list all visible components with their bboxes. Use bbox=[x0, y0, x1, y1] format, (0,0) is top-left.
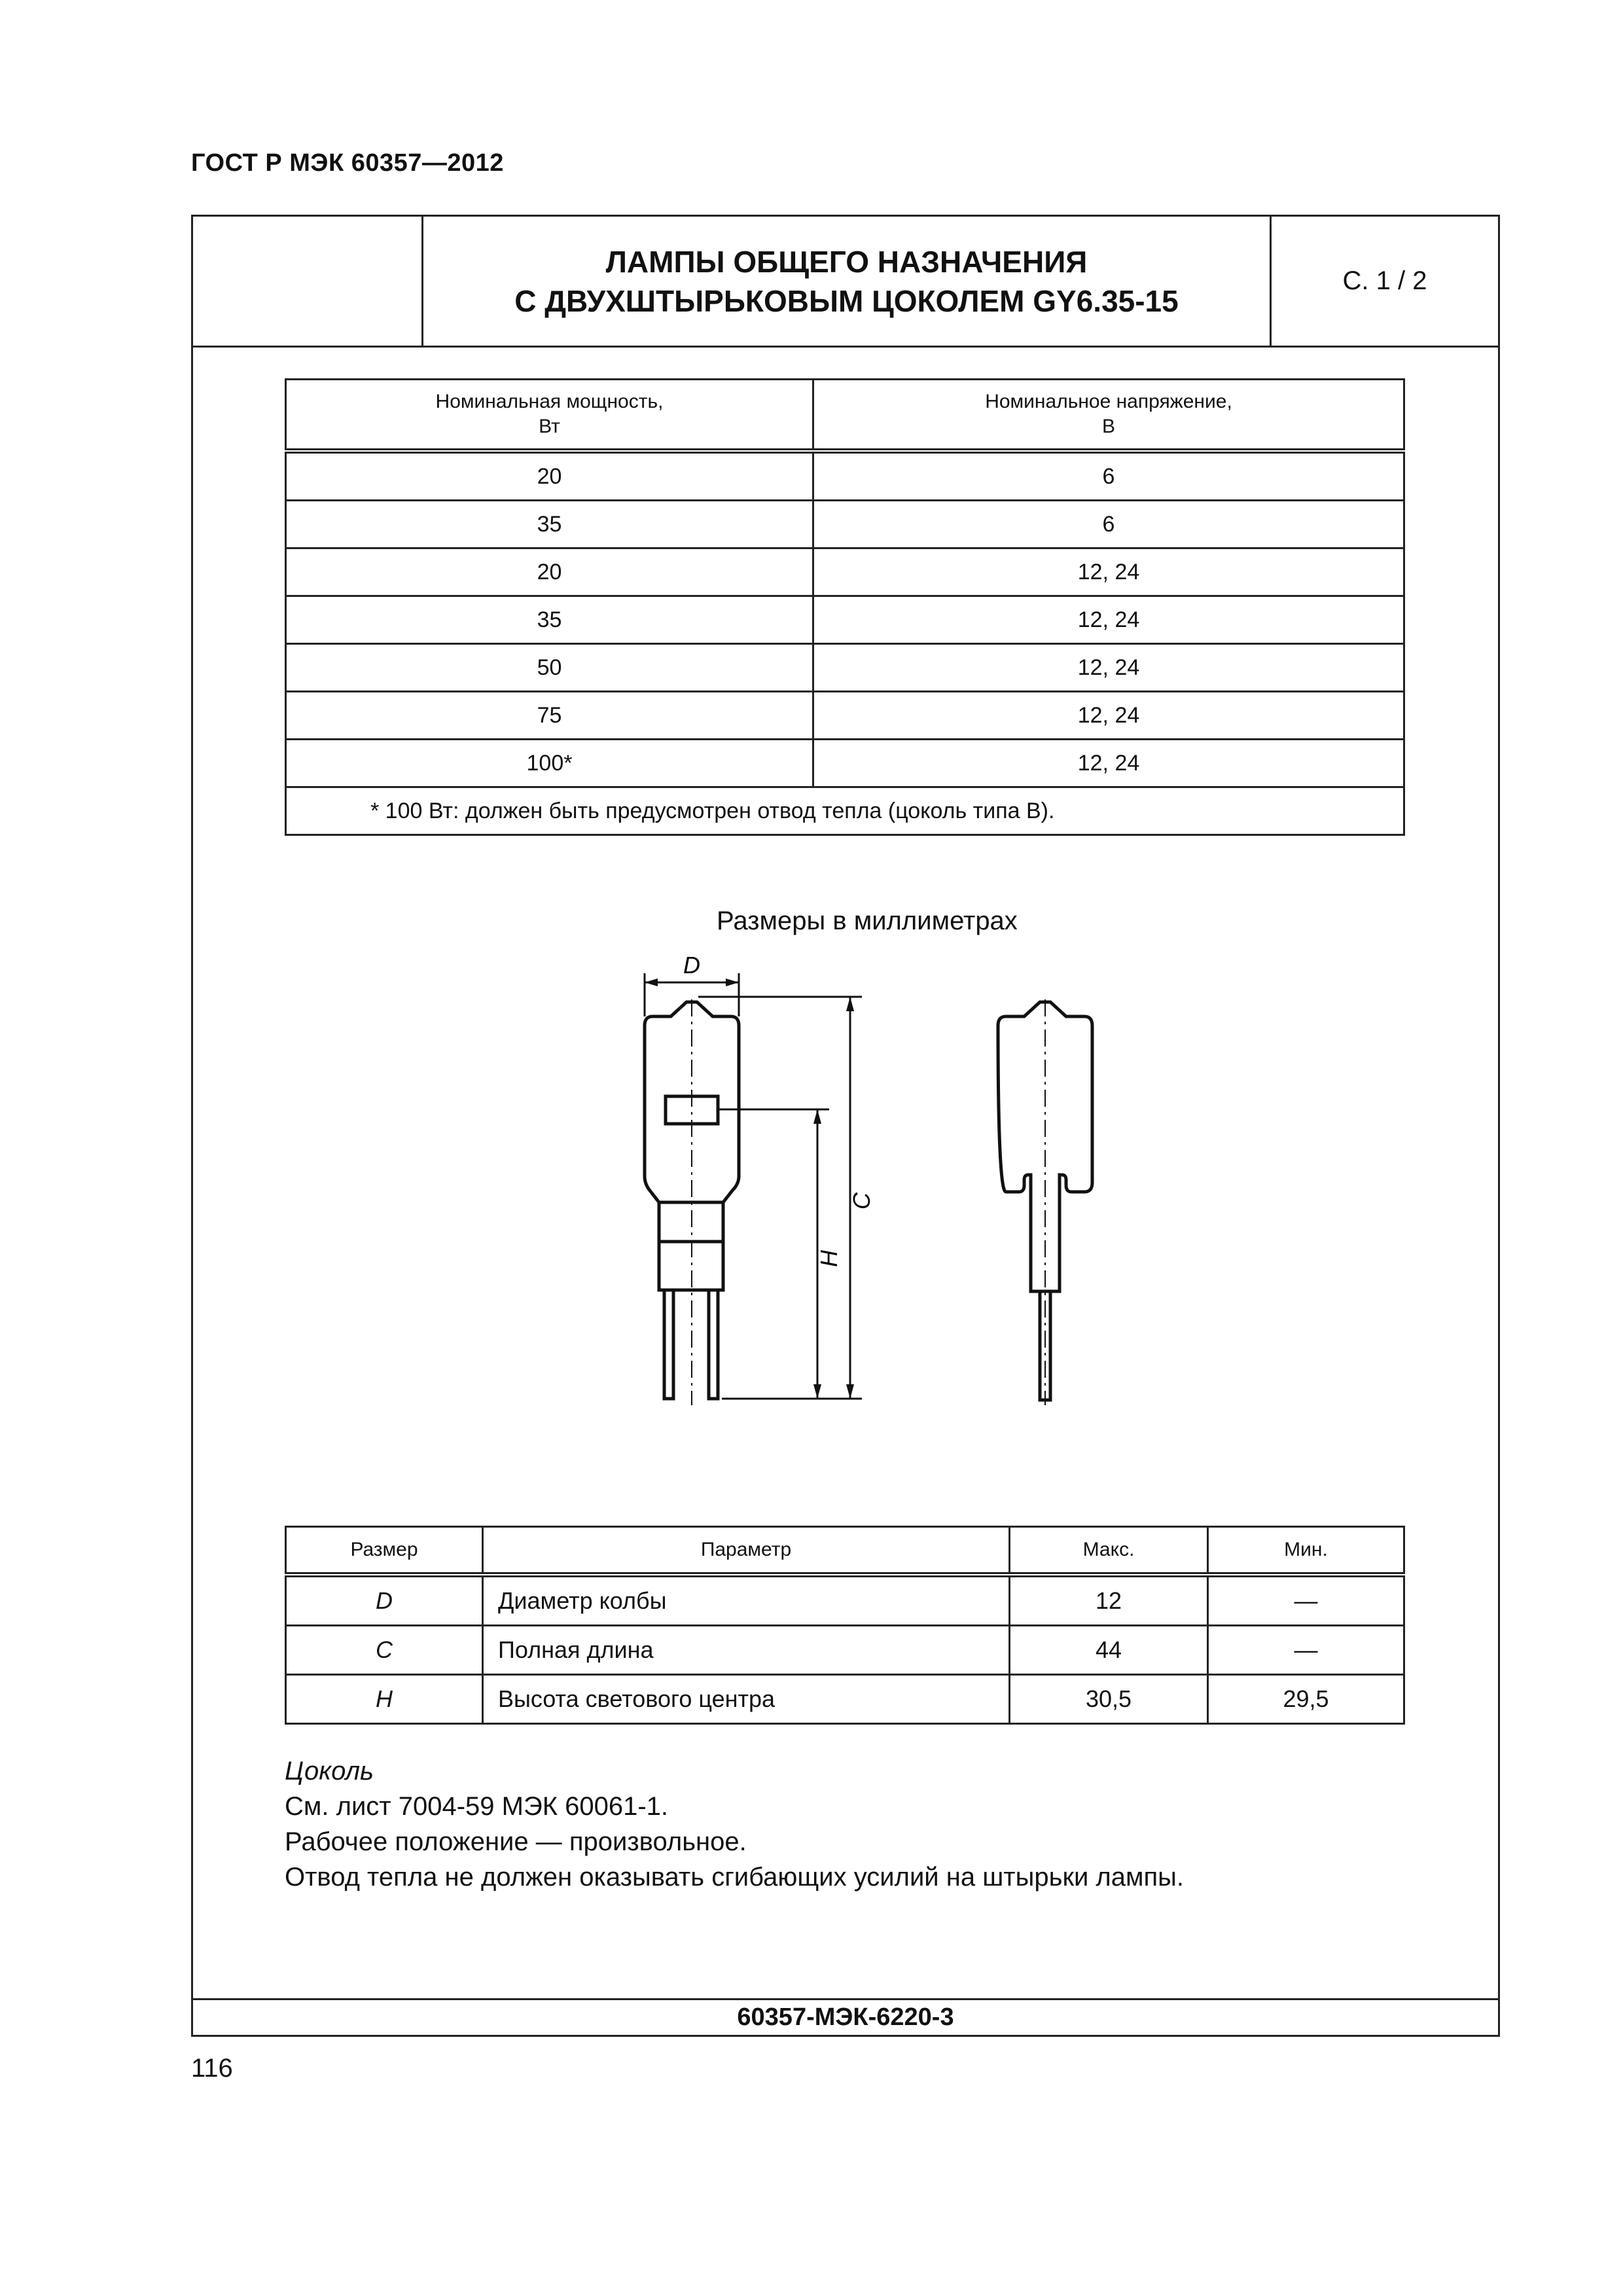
power-header-line-1: Номинальная мощность, bbox=[435, 391, 664, 412]
dimensions-table-header bbox=[286, 1527, 1404, 1575]
voltage-cell: 12, 24 bbox=[813, 644, 1404, 692]
pin-right bbox=[709, 1290, 718, 1399]
size-symbol-cell: C bbox=[286, 1626, 483, 1675]
table-row bbox=[286, 451, 1404, 501]
label-h: H bbox=[815, 1250, 842, 1267]
voltage-cell: 12, 24 bbox=[813, 596, 1404, 644]
header-parameter: Параметр bbox=[483, 1527, 1010, 1575]
table-row bbox=[286, 1675, 1404, 1724]
size-symbol-cell: H bbox=[286, 1675, 483, 1724]
voltage-column-header bbox=[813, 380, 1404, 452]
sheet-number: С. 1 / 2 bbox=[1342, 266, 1427, 295]
standard-header: ГОСТ Р МЭК 60357—2012 bbox=[191, 149, 504, 177]
parameter-cell: Диаметр колбы bbox=[483, 1575, 1010, 1626]
voltage-cell: 12, 24 bbox=[813, 548, 1404, 596]
note-line: Рабочее положение — произвольное. bbox=[285, 1827, 747, 1856]
max-cell: 44 bbox=[1010, 1626, 1208, 1675]
header-size: Размер bbox=[286, 1527, 483, 1575]
pin-left bbox=[664, 1290, 673, 1399]
footnote-row bbox=[286, 787, 1404, 835]
parameter-cell: Полная длина bbox=[483, 1626, 1010, 1675]
base-notes bbox=[285, 1753, 1184, 1895]
table-row bbox=[286, 1575, 1404, 1626]
dimension-lines bbox=[645, 973, 862, 1399]
title-line-1: ЛАМПЫ ОБЩЕГО НАЗНАЧЕНИЯ bbox=[605, 244, 1088, 279]
voltage-cell: 6 bbox=[813, 451, 1404, 501]
power-column-header bbox=[286, 380, 813, 452]
table-row bbox=[286, 596, 1404, 644]
table-row bbox=[286, 501, 1404, 548]
min-cell: 29,5 bbox=[1208, 1675, 1404, 1724]
note-line: Отвод тепла не должен оказывать сгибающих усилий на штырьки лампы. bbox=[285, 1863, 1185, 1892]
power-cell: 100* bbox=[286, 740, 813, 787]
title-cell bbox=[423, 217, 1272, 346]
table-row bbox=[286, 740, 1404, 787]
power-cell: 75 bbox=[286, 692, 813, 740]
title-blank-cell bbox=[193, 217, 423, 346]
note-line: См. лист 7004-59 МЭК 60061-1. bbox=[285, 1792, 669, 1821]
power-cell: 20 bbox=[286, 451, 813, 501]
dimensions-caption: Размеры в миллиметрах bbox=[717, 906, 1018, 935]
header-min: Мин. bbox=[1208, 1527, 1404, 1575]
label-c: C bbox=[848, 1193, 875, 1210]
title-block bbox=[193, 217, 1498, 348]
dimensions-table bbox=[285, 1526, 1405, 1725]
power-header-line-2: Вт bbox=[539, 416, 560, 437]
sheet-code: 60357-МЭК-6220-3 bbox=[193, 1998, 1498, 2035]
power-cell: 35 bbox=[286, 501, 813, 548]
table-row bbox=[286, 548, 1404, 596]
table-row bbox=[286, 644, 1404, 692]
label-d: D bbox=[683, 952, 700, 978]
notes-heading: Цоколь bbox=[285, 1757, 374, 1785]
rating-table bbox=[285, 378, 1405, 836]
voltage-header-line-2: В bbox=[1101, 416, 1115, 437]
table-row bbox=[286, 692, 1404, 740]
size-symbol-cell: D bbox=[286, 1575, 483, 1626]
voltage-cell: 12, 24 bbox=[813, 692, 1404, 740]
min-cell: — bbox=[1208, 1626, 1404, 1675]
max-cell: 12 bbox=[1010, 1575, 1208, 1626]
voltage-cell: 6 bbox=[813, 501, 1404, 548]
table-row bbox=[286, 1626, 1404, 1675]
title-line-2: С ДВУХШТЫРЬКОВЫМ ЦОКОЛЕМ GY6.35-15 bbox=[514, 283, 1179, 318]
parameter-cell: Высота светового центра bbox=[483, 1675, 1010, 1724]
power-cell: 50 bbox=[286, 644, 813, 692]
page-number: 116 bbox=[191, 2054, 233, 2083]
dimension-arrows bbox=[645, 978, 854, 1399]
power-cell: 35 bbox=[286, 596, 813, 644]
max-cell: 30,5 bbox=[1010, 1675, 1208, 1724]
sheet-frame bbox=[191, 215, 1500, 2037]
voltage-header-line-1: Номинальное напряжение, bbox=[985, 391, 1232, 412]
table-footnote: * 100 Вт: должен быть предусмотрен отвод тепла (цоколь типа В). bbox=[286, 787, 1404, 835]
header-max: Макс. bbox=[1010, 1527, 1208, 1575]
min-cell: — bbox=[1208, 1575, 1404, 1626]
rating-table-header bbox=[286, 380, 1404, 452]
power-cell: 20 bbox=[286, 548, 813, 596]
voltage-cell: 12, 24 bbox=[813, 740, 1404, 787]
